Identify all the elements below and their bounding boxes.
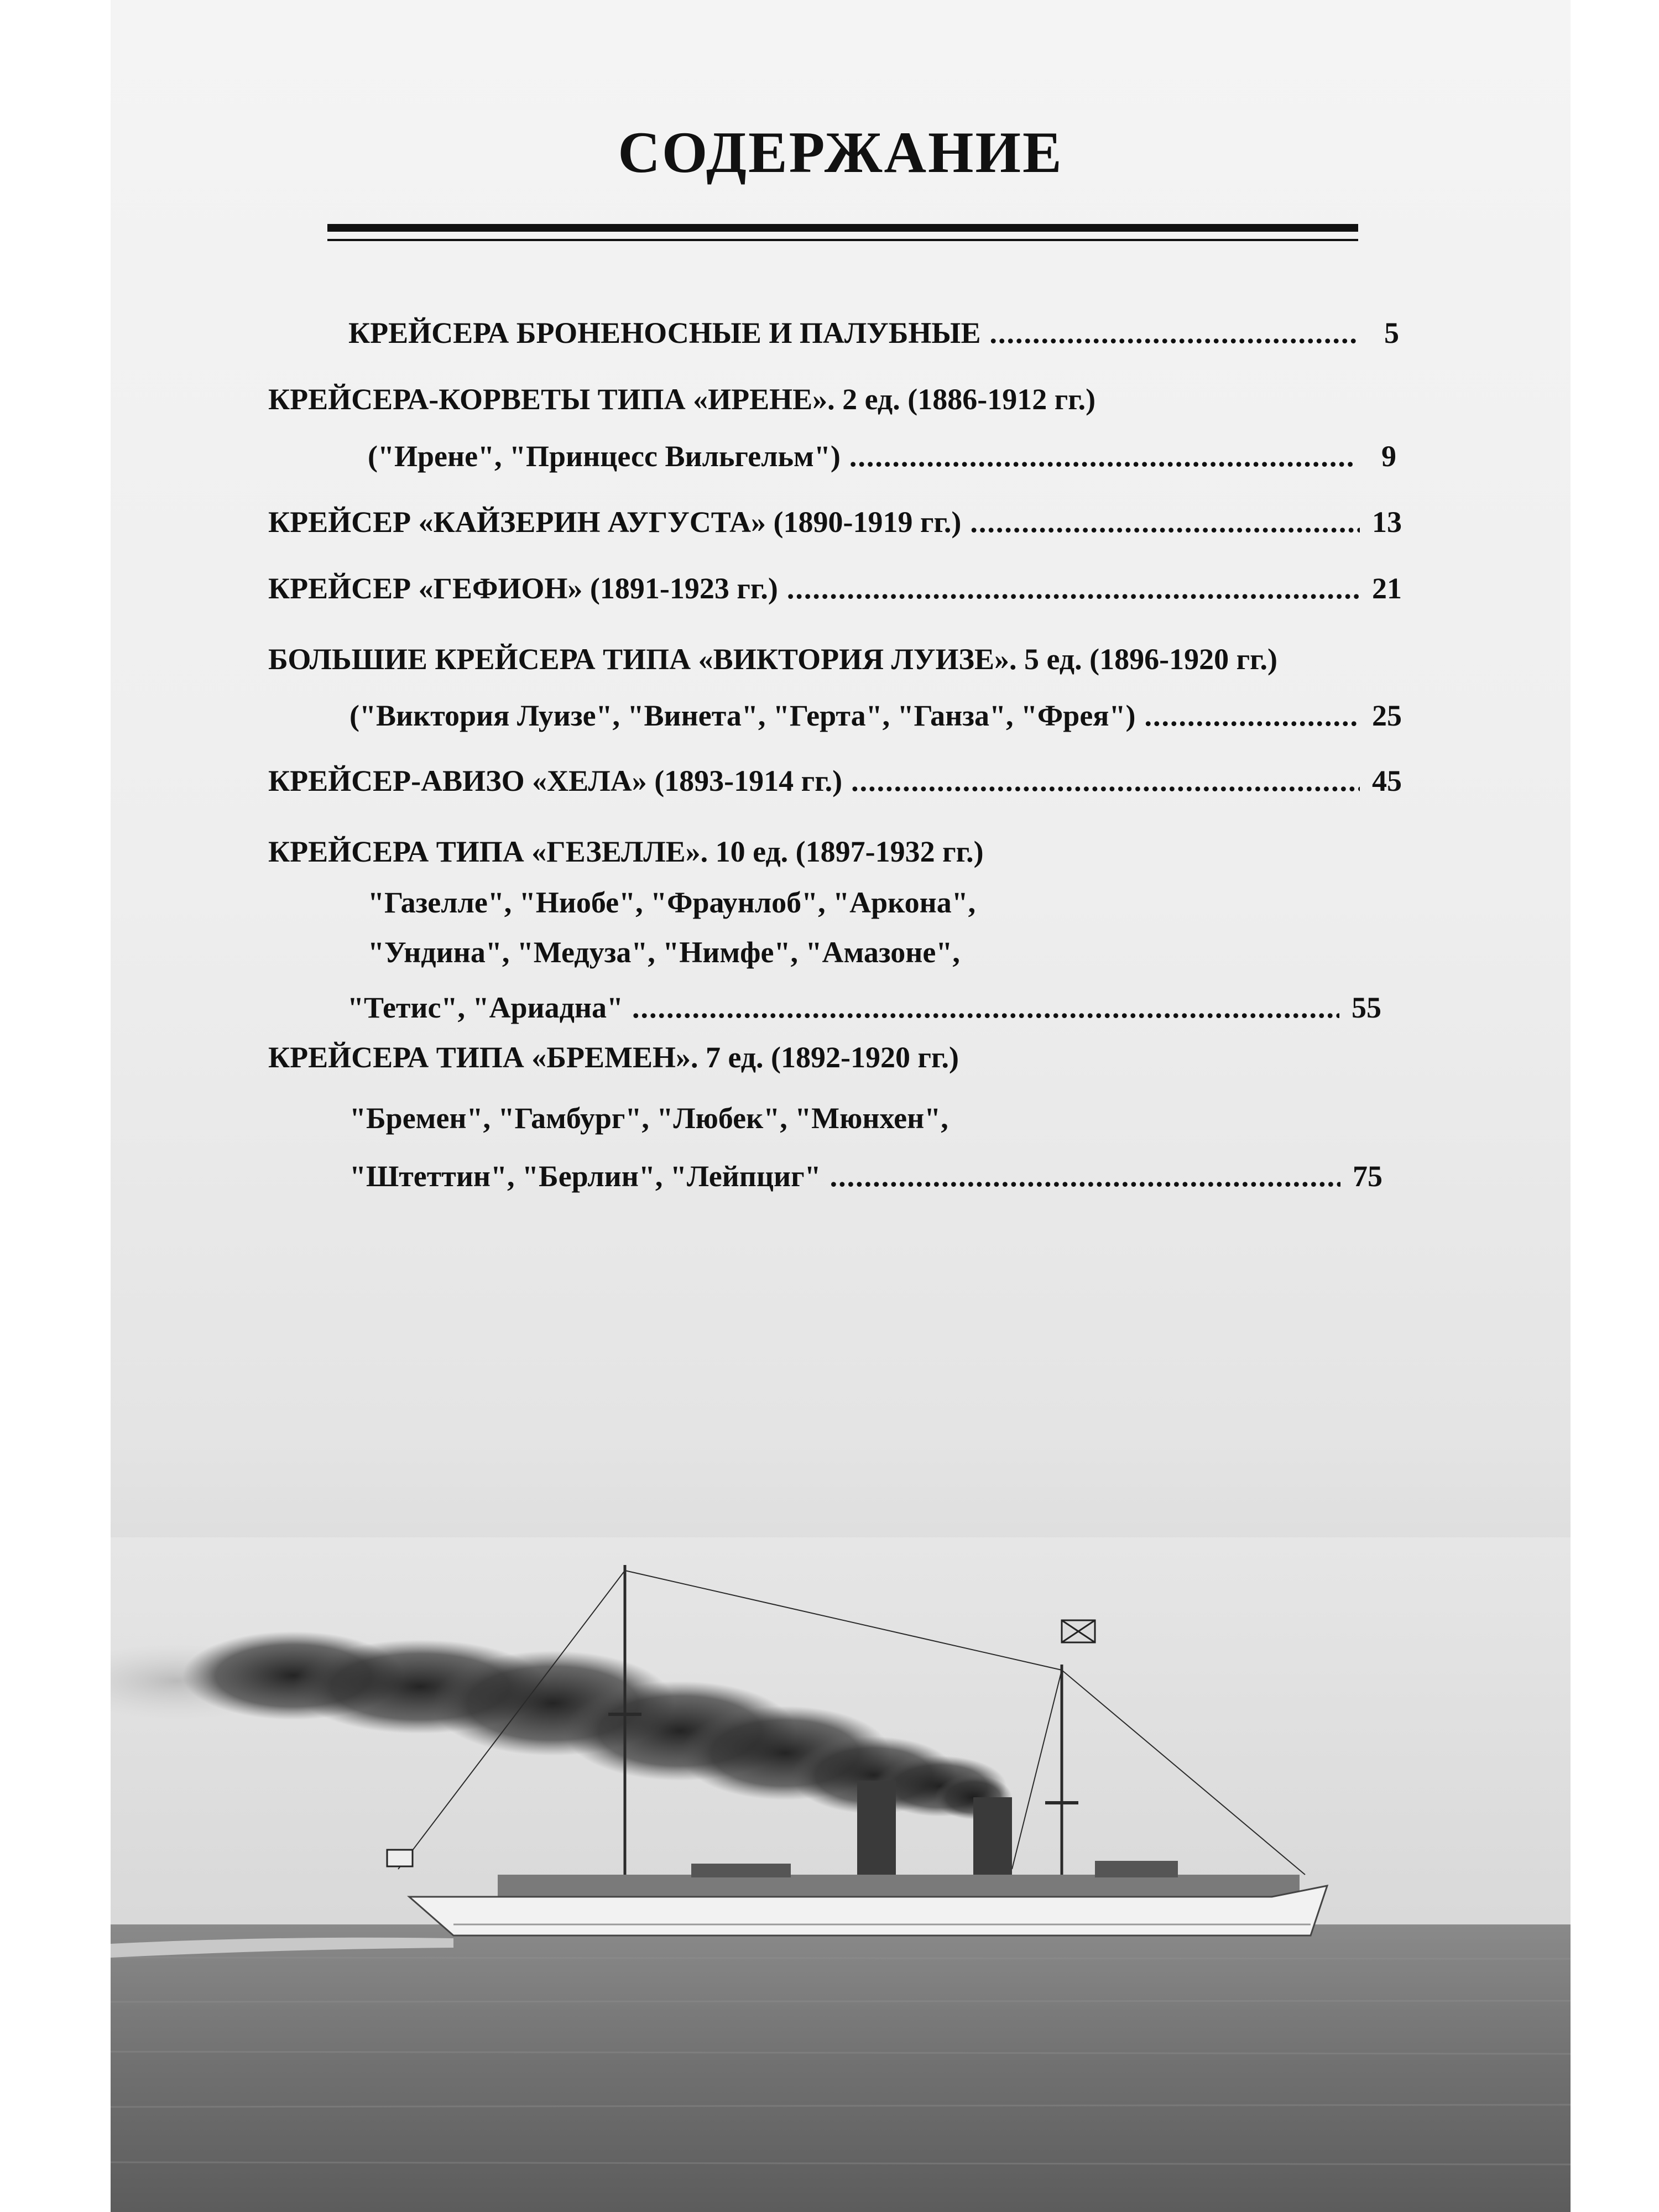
toc-entry-page: 45 [1372,764,1402,797]
page-title: СОДЕРЖАНИЕ [618,120,1063,185]
toc-entry[interactable] [268,763,1402,799]
superstructure [498,1875,1300,1900]
toc-entry-text: ("Виктория Луизе", "Винета", "Герта", "Ганза", "Фрея") [349,699,1136,732]
toc-entry[interactable] [349,1159,1383,1194]
toc-entry[interactable] [268,1040,959,1075]
toc-entry-text: "Ундина", "Медуза", "Нимфе", "Амазоне", [368,936,960,969]
toc-entry[interactable] [348,315,1399,351]
toc-entry-text: КРЕЙСЕР-АВИЗО «ХЕЛА» (1893-1914 гг.) [268,764,843,797]
toc-entry-text: КРЕЙСЕР «ГЕФИОН» (1891-1923 гг.) [268,572,778,605]
toc-entry-text: "Газелле", "Ниобе", "Фраунлоб", "Аркона", [368,886,976,919]
toc-entry[interactable] [349,698,1402,733]
dot-leader [830,1159,1340,1194]
dot-leader [989,315,1357,351]
toc-entry[interactable] [268,834,984,869]
dot-leader [970,504,1360,540]
toc-entry-text: БОЛЬШИЕ КРЕЙСЕРА ТИПА «ВИКТОРИЯ ЛУИЗЕ». 5 ед. (1896-1920 гг.) [268,643,1278,676]
toc-entry[interactable] [368,439,1396,474]
toc-entry-text: КРЕЙСЕРА-КОРВЕТЫ ТИПА «ИРЕНЕ». 2 ед. (1886-1912 гг.) [268,383,1096,416]
toc-entry[interactable] [268,382,1095,417]
toc-entry-text: КРЕЙСЕРА ТИПА «БРЕМЕН». 7 ед. (1892-1920 гг.) [268,1041,959,1074]
toc-entry-page: 55 [1352,991,1381,1024]
dot-leader [851,763,1360,799]
toc-entry-text: "Бремен", "Гамбург", "Любек", "Мюнхен", [349,1102,948,1135]
toc-entry-text: ("Ирене", "Принцесс Вильгельм") [368,440,841,473]
toc-entry[interactable] [268,571,1402,606]
toc-entry-text: "Штеттин", "Берлин", "Лейпциг" [349,1160,821,1193]
toc-entry-page: 5 [1384,316,1399,349]
toc-entry[interactable] [349,1100,948,1136]
dot-leader [1144,698,1360,733]
dot-leader [849,439,1354,474]
toc-entry-text: КРЕЙСЕРА БРОНЕНОСНЫЕ И ПАЛУБНЫЕ [348,316,981,349]
cruiser-photograph [111,1537,1571,2212]
toc-entry-page: 13 [1372,505,1402,539]
toc-entry[interactable] [347,990,1381,1025]
toc-entry-page: 9 [1381,440,1396,473]
toc-entry[interactable] [368,885,975,920]
toc-entry-page: 21 [1372,572,1402,605]
dot-leader [632,990,1339,1025]
sea [111,1924,1571,2212]
toc-entry-text: "Тетис", "Ариадна" [347,991,624,1024]
toc-entry-text: КРЕЙСЕРА ТИПА «ГЕЗЕЛЛЕ». 10 ед. (1897-1932 гг.) [268,835,984,868]
toc-entry-page: 25 [1372,699,1402,732]
toc-entry[interactable] [368,935,960,970]
toc-entry[interactable] [268,504,1402,540]
toc-entry-page: 75 [1353,1160,1383,1193]
dot-leader [787,571,1360,606]
toc-entry[interactable] [268,641,1277,677]
toc-entry-text: КРЕЙСЕР «КАЙЗЕРИН АУГУСТА» (1890-1919 гг.) [268,505,962,539]
stern-flag [387,1850,413,1866]
